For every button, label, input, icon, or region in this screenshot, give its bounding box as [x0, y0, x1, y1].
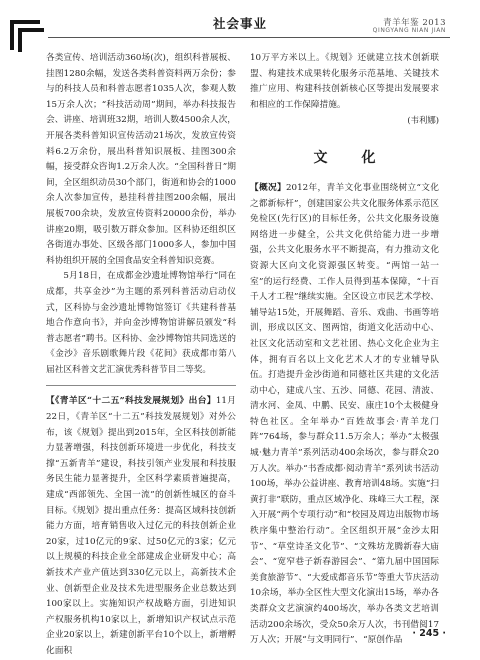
- entry-plan-release: [46, 394, 236, 659]
- paragraph-jinsha-event: 5月18日，在成都金沙遗址博物馆举行“同在成都，共享金沙”为主题的系列科普活动启动仪式，区科协与金沙遗址博物馆签订《共建科普基地合作意向书》，并向金沙博物馆讲解员颁发“科普志愿者”聘书。区科协、金沙博物馆共同选送的《金沙》音乐剧歌舞片段《花间》获成都市第八届社区科普文艺汇演优秀科普节目二等奖。: [46, 271, 236, 375]
- overview-body: 2012年，青羊文化事业围绕树立“文化之都新标杆”，创建国家公共文化服务体系示范区免检区(先行区)的目标任务，公共文化服务设施网络进一步健全，公共文化供给能力进一步增强，公共文化服务水平不断提高，有力推动文化资源大区向文化资源强区转变。“两馆一站一室”的运行经费、工作人员得到基本保障，“十百千人才工程”继续实施。全区设立市民艺术学校、辅导站15处，开展舞蹈、音乐、戏曲、书画等培训，形成以区文、图两馆，街道文化活动中心、社区文化活动室和文艺社团、热心文化企业为主体，拥有百名以上文化艺术人才的专业辅导队伍。打造提升金沙街道和同德社区共建的文化活动中心，建成八宝、五沙、同德、花园、清波、清水河、金凤、中鹏、民安、康庄10个太极健身特色社区。全年举办“百姓故事会·青羊龙门阵”764场，参与群众11.5万余人；举办“太极强城·魅力青羊”系列活动400余场次，参与群众20万人次。举办“书香成都·阅动青羊”系列读书活动100场，举办公益讲座、教育培训48场。实施“扫黄打非”联防，重点区域净化、珠峰三大工程，深入开展“两个专项行动”和“校园及周边出版物市场秩序集中整治行动”。全区组织开展“金沙太阳节”、“草堂诗圣文化节”、“文殊坊龙腾新春大庙会”、“宽窄巷子新春游园会”、“第九届中国国际美食旅游节”、“大爱成都音乐节”等重大节庆活动10余场，举办全区性大型文化演出15场，举办各类群众文艺演演约400场次，举办各类文艺培训活动200余场次，受众50余万人次，书刊借阅17万人次；开展“与文明同行”、“原创作品: [250, 182, 439, 646]
- subsection-heading: 文 化: [313, 149, 386, 166]
- paragraph-plan-continued: 10万平方米以上。《规划》还就建立技术创新联盟、构建技术成果转化服务示范基地、关键技术推广应用、构建科技创新核心区等提出发展要求和相应的工作保障措施。: [250, 53, 439, 110]
- paragraph-science-campaign: 各类宣传、培训活动360场(次)，组织科普展板、挂图1280余幅，发送各类科普资料两万余份；参与的科技人员和科普志愿者1035人次，参观人数15万余人次；“科技活动周”期间，举办科技报告会、讲座、培训班32期，培训人数4500余人次，开展各类科普知识宣传活动21场次，发放宣传资料6.2万余份，展出科普知识展板、挂图300余幅，接受群众咨询1.2万余人次。“全国科普日”期间，全区组织动员30个部门，街道和协会的1000余人次参加宣传，悬挂科普挂图200余幅，展出展板700余块，发放宣传资料20000余份，举办讲座20期，吸引数万群众参加。区科协还组织区各街道办事处、区级各部门1000多人，参加中国科协组织开展的全国食品安全科普知识竞赛。: [46, 53, 236, 266]
- section-divider: [46, 385, 236, 386]
- entry-keyword: 【《青羊区“十二五”科技发展规划》出台】: [46, 396, 216, 407]
- page-number: · 245 ·: [412, 628, 446, 639]
- yearbook-name: 青羊年鉴 2013: [383, 18, 446, 28]
- section-title: 社会事业: [212, 16, 267, 31]
- author-byline: (韦利娜): [407, 115, 439, 126]
- entry-culture-overview: [250, 181, 439, 649]
- left-column: [46, 51, 236, 656]
- yearbook-pinyin: QINGYANG NIAN JIAN: [372, 27, 446, 34]
- overview-keyword: 【概况】: [250, 182, 287, 193]
- entry-body: 11月22日，《青羊区“十二五”科技发展规划》对外公布，该《规划》提出到2015年，全区科技创新能力显著增强，科技创新环境进一步优化，科技支撑“五新青羊”建设，科技引领产业发展和科技服务民生能力显著提升，全区科学素质普遍提高，建成“西部领先、全国一流”的创新性城区的奋斗目标。《规划》提出重点任务：提高区域科技创新能力方面，培育销售收入过亿元的科技创新企业20家，过10亿元的9家、过50亿元的3家；亿元以上规模的科技企业全部建成企业研发中心；高新技术产业产值达到330亿元以上，高新技术企业、创新型企业及技术先进型服务企业总数达到100家以上。实施知识产权战略方面，引进知识产权服务机构10家以上，新增知识产权试点示范企业20家以上，新建创新平台10个以上，新增孵化面积: [46, 396, 236, 656]
- header-rule: [48, 37, 450, 38]
